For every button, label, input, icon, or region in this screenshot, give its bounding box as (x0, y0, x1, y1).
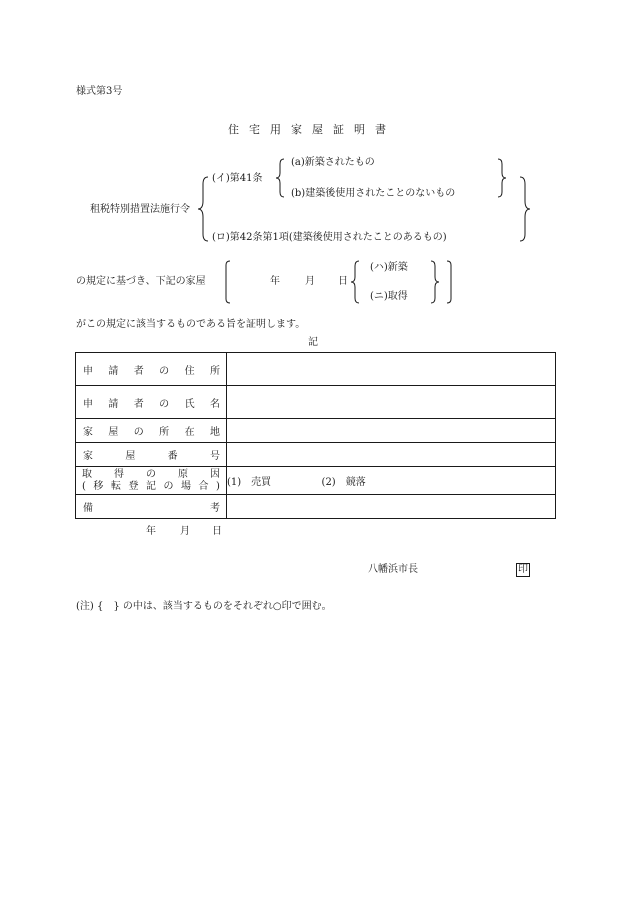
cause-option-sale[interactable]: (1) 売買 (227, 477, 272, 488)
certify-text: がこの規定に該当するものである旨を証明します。 (76, 319, 306, 330)
provision-ni: (ニ)取得 (370, 291, 408, 302)
provision-inner-right-brace (431, 260, 441, 304)
label-applicant-name (76, 386, 227, 419)
law-item-ro: (ロ)第42条第1項(建築後使用されたことのあるもの) (212, 232, 447, 243)
provision-day: 日 (338, 276, 348, 287)
row-applicant-address (76, 353, 556, 386)
form-number: 様式第3号 (76, 86, 123, 97)
page-title (228, 124, 386, 135)
item-i-right-brace (498, 158, 508, 198)
spread-label: 取 得 の 原 因 (82, 468, 220, 480)
item-i-left-brace (276, 158, 286, 198)
label-acquisition-cause (76, 467, 227, 495)
spread-label: 申 請 者 の 住 所 (83, 365, 220, 377)
label-remarks (76, 495, 227, 519)
provision-ha: (ハ)新築 (370, 262, 408, 273)
row-applicant-name (76, 386, 556, 419)
label-house-number (76, 443, 227, 467)
provision-left-bracket (224, 260, 232, 304)
law-item-a: (a)新築されたもの (291, 157, 375, 168)
value-house-number[interactable] (227, 443, 556, 467)
row-house-location (76, 419, 556, 443)
footnote: (注) { } の中は、該当するものをそれぞれ○印で囲む。 (76, 601, 332, 612)
label-house-location (76, 419, 227, 443)
law-item-b: (b)建築後使用されたことのないもの (291, 188, 456, 199)
row-acquisition-cause (76, 467, 556, 495)
law-name: 租税特別措置法施行令 (90, 204, 190, 215)
spread-label: 申 請 者 の 氏 名 (83, 398, 220, 410)
spread-label: 家 屋 の 所 在 地 (83, 427, 220, 438)
certificate-table (75, 352, 556, 519)
value-house-location[interactable] (227, 419, 556, 443)
value-acquisition-cause (227, 467, 556, 495)
seal-mark (516, 563, 530, 577)
row-house-number (76, 443, 556, 467)
law-right-brace (520, 176, 532, 242)
ki-label: 記 (308, 337, 318, 348)
provision-year: 年 (270, 276, 280, 287)
provision-month: 月 (305, 276, 315, 287)
page-title-text: 住 宅 用 家 屋 証 明 書 (228, 123, 386, 136)
value-remarks[interactable] (227, 495, 556, 519)
spread-label: ( 移 転 登 記 の 場 合 ) (82, 480, 220, 492)
spread-label: 備 考 (83, 503, 220, 514)
label-applicant-address (76, 353, 227, 386)
cause-option-auction[interactable]: (2) 競落 (321, 477, 366, 488)
law-left-brace (198, 176, 210, 242)
value-applicant-address[interactable] (227, 353, 556, 386)
provision-inner-left-brace (351, 260, 361, 304)
seal-text: 印 (518, 564, 528, 575)
value-applicant-name[interactable] (227, 386, 556, 419)
date-day: 日 (212, 526, 222, 537)
date-year: 年 (146, 526, 156, 537)
law-item-i: (イ)第41条 (212, 173, 263, 184)
date-month: 月 (180, 526, 190, 537)
mayor-title: 八幡浜市長 (368, 564, 418, 575)
provision-right-bracket (447, 260, 455, 304)
provision-text: の規定に基づき、下記の家屋 (76, 276, 206, 287)
spread-label: 家 屋 番 号 (83, 451, 220, 462)
row-remarks (76, 495, 556, 519)
